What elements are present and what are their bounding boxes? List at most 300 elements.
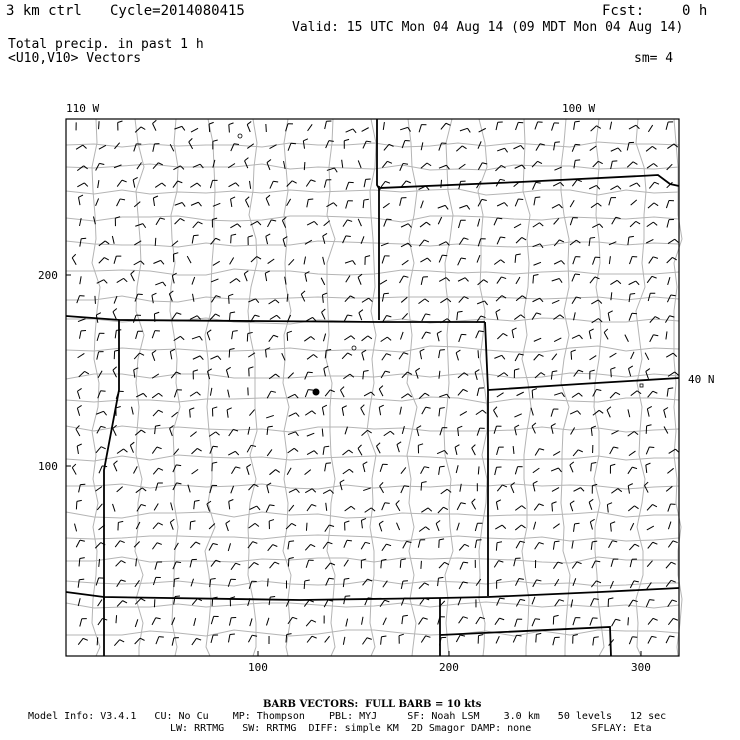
wind-barb-icon <box>154 504 158 511</box>
wind-barb-icon <box>245 197 249 208</box>
wind-barb-icon <box>192 599 202 605</box>
wind-barb-icon <box>572 541 573 549</box>
county-border-line <box>66 455 679 461</box>
wind-barb-icon <box>99 121 100 129</box>
wind-barb-icon <box>289 259 294 265</box>
wind-barb-icon <box>668 541 677 548</box>
wind-barb-icon <box>135 619 138 627</box>
wind-barb-icon <box>629 294 635 303</box>
state-border-line <box>488 588 679 597</box>
wind-barb-icon <box>666 122 673 130</box>
wind-barb-icon <box>209 432 219 437</box>
wind-barb-icon <box>610 392 620 398</box>
wind-barb-icon <box>226 367 230 377</box>
wind-barb-icon <box>193 356 203 360</box>
wind-barb-icon <box>114 461 118 471</box>
wind-barb-icon <box>152 618 161 625</box>
wind-barb-icon <box>323 334 325 342</box>
wind-barb-icon <box>117 278 127 282</box>
wind-barb-icon <box>667 388 673 397</box>
wind-barb-icon <box>535 543 544 550</box>
wind-barb-icon <box>648 125 652 132</box>
wind-barb-icon <box>459 238 468 245</box>
wind-barb-icon <box>416 368 420 378</box>
wind-barb-icon <box>192 235 198 243</box>
wind-barb-icon <box>591 300 601 304</box>
wind-barb-icon <box>345 296 355 302</box>
wind-barb-icon <box>551 409 558 417</box>
wind-barb-icon <box>304 337 314 342</box>
wind-barb-icon <box>516 277 520 284</box>
wind-barb-icon <box>270 315 280 319</box>
wind-barb-icon <box>497 203 508 207</box>
wind-barb-icon <box>118 521 123 530</box>
wind-barb-icon <box>266 234 270 244</box>
wind-barb-icon <box>400 559 406 568</box>
wind-barb-icon <box>153 410 163 416</box>
wind-barb-icon <box>80 276 81 284</box>
wind-barb-icon <box>666 636 674 643</box>
wind-barb-icon <box>570 462 574 472</box>
wind-barb-icon <box>611 489 621 494</box>
wind-barb-icon <box>647 222 657 226</box>
wind-barb-icon <box>532 619 540 626</box>
wind-barb-icon <box>493 407 497 417</box>
wind-barb-icon <box>117 601 127 607</box>
wind-barb-icon <box>80 619 87 627</box>
wind-barb-icon <box>231 486 234 493</box>
wind-barb-icon <box>323 257 325 265</box>
wind-barb-icon <box>231 234 236 243</box>
wind-barb-icon <box>231 197 236 207</box>
wind-barb-icon <box>438 217 441 224</box>
wind-barb-icon <box>512 328 516 338</box>
state-border-line <box>377 119 380 190</box>
wind-barb-icon <box>382 544 391 551</box>
county-border-line <box>594 119 604 656</box>
wind-barb-icon <box>477 301 487 305</box>
wind-barb-icon <box>535 449 544 456</box>
wind-barb-icon <box>383 122 384 130</box>
wind-barb-icon <box>231 563 240 570</box>
wind-barb-icon <box>607 503 612 513</box>
model-info-line2: LW: RRTMG SW: RRTMG DIFF: simple KM 2D Smagor DAMP: none SFLAY: Eta <box>170 723 652 734</box>
wind-barb-icon <box>250 618 252 626</box>
wind-barb-icon <box>77 388 81 398</box>
wind-barb-icon <box>609 198 616 206</box>
wind-barb-icon <box>288 394 299 398</box>
wind-barb-icon <box>232 331 238 340</box>
wind-barb-icon <box>513 145 524 149</box>
wind-barb-icon <box>611 431 618 435</box>
county-border-line <box>326 119 335 656</box>
wind-barb-icon <box>532 182 540 189</box>
wind-barb-icon <box>478 199 487 206</box>
wind-barb-icon <box>304 600 313 606</box>
wind-barb-icon <box>551 468 561 472</box>
wind-barb-icon <box>99 241 109 246</box>
wind-barb-icon <box>342 160 343 168</box>
wind-barb-icon <box>229 499 234 509</box>
wind-barb-icon <box>552 488 559 492</box>
wind-barb-icon <box>590 277 600 283</box>
wind-barb-icon <box>114 143 119 149</box>
wind-barb-icon <box>472 445 476 456</box>
wind-barb-icon <box>362 430 372 435</box>
y-tick-200: 200 <box>38 269 58 282</box>
wind-barb-icon <box>245 158 249 168</box>
wind-barb-icon <box>554 261 565 265</box>
wind-barb-icon <box>574 523 580 532</box>
wind-barb-icon <box>96 578 104 586</box>
wind-barb-icon <box>78 195 82 205</box>
wind-barb-icon <box>399 634 404 643</box>
wind-barb-icon <box>191 202 201 206</box>
wind-barb-icon <box>436 521 440 531</box>
wind-barb-icon <box>513 446 514 454</box>
wind-barb-icon <box>113 504 116 512</box>
wind-barb-icon <box>155 238 156 246</box>
wind-barb-icon <box>401 394 411 398</box>
wind-barb-icon <box>362 336 372 341</box>
wind-barb-icon <box>267 220 276 227</box>
wind-barb-icon <box>421 467 430 474</box>
wind-barb-icon <box>266 415 274 418</box>
wind-barb-icon <box>307 199 313 207</box>
wind-barb-icon <box>191 128 198 132</box>
wind-barb-icon <box>401 467 406 473</box>
wind-barb-icon <box>98 618 107 625</box>
small-circle-icon <box>238 134 242 138</box>
wind-barb-icon <box>496 122 503 130</box>
county-border-line <box>92 119 100 656</box>
wind-barb-icon <box>212 407 217 417</box>
wind-barb-icon <box>611 148 621 152</box>
state-borders <box>66 119 679 656</box>
wind-barb-icon <box>211 279 218 282</box>
wind-barb-icon <box>230 258 234 265</box>
wind-barb-icon <box>553 637 560 645</box>
wind-barb-icon <box>628 506 638 511</box>
model-info-line1: Model Info: V3.4.1 CU: No Cu MP: Thompson PBL: MYJ SF: Noah LSM 3.0 km 50 levels 12 sec <box>28 711 667 722</box>
wind-barb-icon <box>441 180 442 188</box>
wind-barb-icon <box>515 619 522 627</box>
wind-barb-icon <box>534 262 541 265</box>
wind-barb-icon <box>420 258 430 262</box>
wind-barb-icon <box>362 350 366 360</box>
wind-barb-icon <box>343 637 345 645</box>
wind-barb-icon <box>460 411 467 415</box>
wind-barb-icon <box>78 579 84 588</box>
wind-barb-icon <box>456 465 458 473</box>
county-border-line <box>66 189 679 195</box>
county-border-line <box>407 119 417 656</box>
wind-barb-icon <box>364 392 375 396</box>
wind-barb-icon <box>133 466 137 473</box>
wind-barb-icon <box>228 543 230 551</box>
wind-barb-icon <box>306 560 313 568</box>
wind-barb-icon <box>478 163 487 170</box>
wind-barb-icon <box>591 126 601 131</box>
wind-barb-icon <box>287 331 292 341</box>
wind-barb-icon <box>193 370 198 379</box>
wind-barb-icon <box>517 392 524 396</box>
wind-barb-icon <box>156 218 165 225</box>
wind-barb-icon <box>497 579 502 588</box>
county-border-line <box>66 346 679 352</box>
wind-barb-icon <box>192 336 202 340</box>
wind-barb-icon <box>96 447 106 453</box>
wind-barb-icon <box>77 296 85 304</box>
wind-barb-icon <box>343 578 349 587</box>
wind-barb-icon <box>667 220 674 228</box>
wind-barb-icon <box>533 468 540 473</box>
wind-barb-icon <box>440 298 450 302</box>
wind-barb-icon <box>629 281 640 285</box>
wind-barb-icon <box>382 256 389 264</box>
wind-barb-icon <box>456 146 466 151</box>
wind-barb-icon <box>553 182 564 186</box>
wind-barb-icon <box>363 579 373 585</box>
wind-barb-icon <box>437 450 447 454</box>
wind-barb-icon <box>472 499 476 509</box>
wind-barb-icon <box>533 481 537 491</box>
state-border-line <box>66 592 488 600</box>
wind-barb-icon <box>209 544 218 551</box>
wind-barb-icon <box>192 277 195 285</box>
wind-barb-icon <box>516 237 526 243</box>
wind-barb-icon <box>497 277 506 284</box>
wind-barb-icon <box>249 523 259 528</box>
wind-barb-icon <box>593 257 601 265</box>
wind-barb-icon <box>497 333 507 339</box>
wind-barb-icon <box>628 409 630 417</box>
wind-barb-icon <box>113 367 117 378</box>
wind-barb-icon <box>210 356 220 360</box>
wind-barb-icon <box>495 618 504 625</box>
wind-barb-icon <box>98 599 102 606</box>
wind-barb-icon <box>460 562 468 569</box>
wind-barb-icon <box>515 525 525 530</box>
wind-barb-icon <box>289 413 300 417</box>
wind-barb-icon <box>514 558 521 566</box>
wind-barb-icon <box>401 297 407 302</box>
wind-barb-icon <box>209 122 214 132</box>
wind-barb-icon <box>534 522 536 530</box>
wind-barb-icon <box>229 618 236 626</box>
wind-barb-icon <box>135 224 145 228</box>
wind-barb-icon <box>668 277 670 285</box>
wind-barb-icon <box>228 634 234 642</box>
wind-barb-icon <box>534 338 541 341</box>
wind-barb-icon <box>97 637 98 645</box>
wind-barb-icon <box>459 220 466 228</box>
wind-barb-icon <box>77 183 88 187</box>
wind-barb-icon <box>402 615 408 624</box>
wind-barb-icon <box>477 388 484 396</box>
wind-barb-icon <box>420 222 430 227</box>
wind-barb-icon <box>346 201 353 209</box>
wind-barb-icon <box>647 163 657 168</box>
wind-barb-icon <box>399 276 408 283</box>
wind-barb-icon <box>552 502 557 512</box>
wind-barb-icon <box>212 218 217 227</box>
wind-barb-icon <box>477 428 485 436</box>
wind-barb-icon <box>396 500 400 510</box>
wind-barb-icon <box>456 635 465 642</box>
wind-barb-icon <box>227 408 232 418</box>
wind-barb-icon <box>212 462 217 471</box>
wind-barb-icon <box>130 442 134 452</box>
wind-barb-icon <box>570 218 578 226</box>
wind-barb-icon <box>401 486 409 493</box>
wind-barb-icon <box>570 501 574 511</box>
wind-barb-icon <box>611 161 618 169</box>
wind-barb-icon <box>308 124 313 131</box>
wind-barb-icon <box>495 525 505 529</box>
wind-barb-icon <box>646 600 654 607</box>
wind-barb-icon <box>418 444 423 453</box>
wind-barb-icon <box>192 469 199 474</box>
wind-barb-icon <box>608 541 617 548</box>
wind-barb-icon <box>250 221 261 225</box>
wind-barb-icon <box>345 506 355 511</box>
wind-barb-icon <box>497 485 507 491</box>
wind-barb-icon <box>112 236 114 244</box>
county-border-line <box>66 426 679 432</box>
wind-barb-icon <box>250 181 251 189</box>
wind-barb-icon <box>326 503 327 511</box>
wind-barb-icon <box>137 163 142 170</box>
wind-barb-icon <box>439 371 440 379</box>
wind-barb-icon <box>136 488 146 493</box>
wind-barb-icon <box>155 562 162 570</box>
wind-barb-icon <box>611 292 612 300</box>
wind-barb-icon <box>99 258 109 264</box>
wind-barb-icon <box>439 278 450 282</box>
wind-barb-icon <box>458 389 468 395</box>
wind-barb-icon <box>76 145 86 149</box>
wind-barb-icon <box>399 353 408 360</box>
wind-barb-icon <box>344 540 352 547</box>
wind-barb-icon <box>229 312 235 321</box>
wind-barb-icon <box>437 331 441 341</box>
wind-barb-icon <box>497 393 504 397</box>
wind-barb-icon <box>153 196 158 206</box>
wind-barb-icon <box>174 336 184 340</box>
wind-barb-icon <box>379 521 383 531</box>
wind-barb-icon <box>646 239 653 243</box>
wind-barb-icon <box>361 405 365 416</box>
wind-barb-icon <box>625 335 629 342</box>
wind-barb-icon <box>117 199 125 206</box>
wind-barb-icon <box>170 519 174 529</box>
wind-barb-icon <box>421 201 424 209</box>
wind-barb-icon <box>494 260 504 265</box>
wind-barb-icon <box>457 523 459 531</box>
wind-barb-icon <box>266 124 267 132</box>
wind-barb-icon <box>590 146 597 151</box>
wind-barb-icon <box>384 431 394 436</box>
wind-barb-icon <box>552 204 563 208</box>
x-tick-200: 200 <box>439 661 459 674</box>
field-title-precip: Total precip. in past 1 h <box>8 37 204 52</box>
wind-barb-icon <box>358 219 361 226</box>
wind-barb-icon <box>79 558 85 567</box>
wind-barb-icon <box>573 634 578 643</box>
wind-barb-icon <box>346 619 348 627</box>
wind-barb-icon <box>228 451 239 455</box>
wind-barb-icon <box>113 309 117 319</box>
wind-barb-icon <box>573 578 576 586</box>
wind-barb-icon <box>421 508 431 512</box>
wind-barb-icon <box>269 300 279 304</box>
wind-barb-icon <box>650 335 659 342</box>
wind-barb-icon <box>397 442 401 452</box>
wind-barb-icon <box>114 640 124 646</box>
wind-barb-icon <box>322 405 326 415</box>
county-border-line <box>170 119 180 656</box>
wind-barb-icon <box>628 467 637 474</box>
wind-barb-icon <box>229 348 234 357</box>
wind-barb-icon <box>207 330 211 340</box>
wind-barb-icon <box>248 427 250 435</box>
wind-barb-icon <box>268 545 278 551</box>
smoothing-label: sm= 4 <box>634 51 674 66</box>
wind-barb-icon <box>250 506 261 510</box>
wind-barb-icon <box>419 125 426 133</box>
wind-barb-icon <box>421 561 422 569</box>
wind-barb-icon <box>326 141 334 148</box>
wind-barb-icon <box>346 275 350 282</box>
wind-barb-icon <box>76 426 80 436</box>
wind-barb-icon <box>647 406 651 416</box>
wind-barb-icon <box>327 168 337 172</box>
wind-barb-icon <box>267 391 276 398</box>
wind-barb-icon <box>270 181 278 188</box>
county-border-line <box>66 269 679 275</box>
wind-barb-icon <box>646 146 656 151</box>
wind-barb-icon <box>363 462 367 472</box>
wind-barb-icon <box>649 182 659 188</box>
wind-barb-icon <box>459 334 467 342</box>
wind-barb-icon <box>115 541 124 547</box>
wind-barb-icon <box>646 369 650 379</box>
fcst-label: Fcst: <box>602 3 645 19</box>
wind-barb-icon <box>363 141 371 148</box>
wind-barb-icon <box>439 165 449 169</box>
wind-barb-icon <box>190 183 200 187</box>
wind-barb-icon <box>515 254 521 263</box>
wind-barb-icon <box>604 329 608 340</box>
wind-barb-icon <box>307 221 318 225</box>
wind-barb-icon <box>155 183 165 187</box>
wind-barb-icon <box>98 180 99 188</box>
wind-barb-icon <box>270 562 280 568</box>
wind-barb-icon <box>439 466 445 475</box>
wind-barb-icon <box>421 482 427 491</box>
wind-barb-icon <box>421 636 430 643</box>
wind-barb-icon <box>457 311 463 320</box>
map-frame <box>66 119 679 656</box>
wind-barb-icon <box>402 313 407 319</box>
wind-barb-icon <box>611 559 618 567</box>
wind-barb-icon <box>552 279 562 283</box>
small-square-icon <box>640 384 643 387</box>
wind-barb-icon <box>590 370 595 379</box>
county-border-line <box>66 142 679 147</box>
wind-barb-icon <box>307 451 318 455</box>
